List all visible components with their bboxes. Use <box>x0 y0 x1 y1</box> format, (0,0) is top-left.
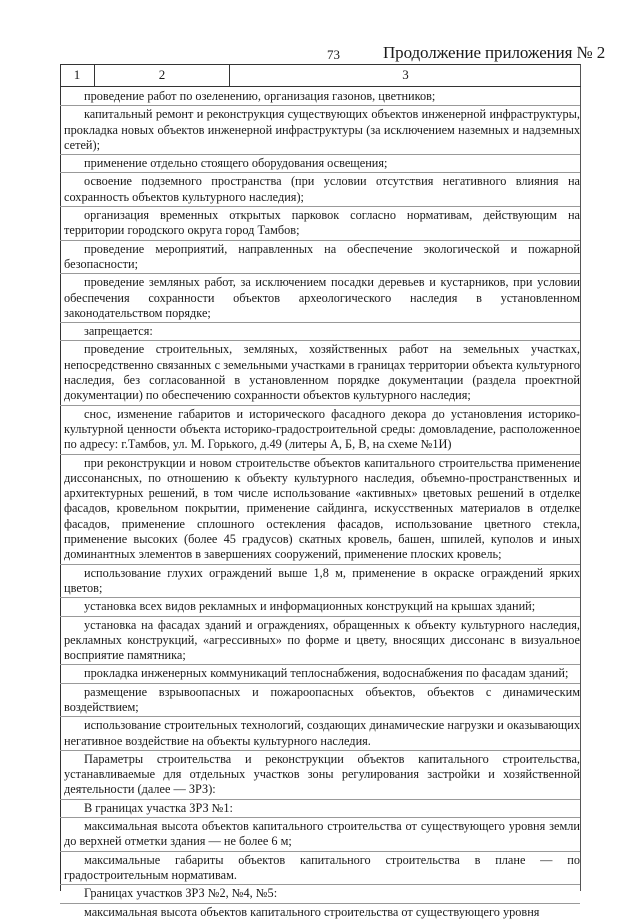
paragraph: при реконструкции и новом строительстве объектов капитального строительства применение диссонансных, по отношению к объекту культурного наследия, объемно-пространственных и архитектурных решений, в том числе использование «активных» цветовых решений в отделке фасадов, кровельном покрытии, применение сайдинга, искусственных материалов в отделке фасадов, применение сплошного остекления фасадов, использование цветного стекла, применение высоких (более 45 градусов) скатных кровель, башен, шпилей, куполов и иных доминантных элементов в завершениях сооружений, применение плоских кровель; <box>60 454 580 564</box>
column-header-1: 1 <box>60 64 95 87</box>
paragraph: максимальная высота объектов капитального строительства от существующего уровня земли до верхней отметки здания — не более 6 м; <box>60 817 580 851</box>
paragraph: запрещается: <box>60 322 580 340</box>
column-header-3: 3 <box>230 64 581 87</box>
paragraph: проведение мероприятий, направленных на обеспечение экологической и пожарной безопасности; <box>60 240 580 274</box>
paragraph: установка всех видов рекламных и информационных конструкций на крышах зданий; <box>60 597 580 615</box>
paragraph: освоение подземного пространства (при условии отсутствия негативного влияния на сохранность объектов культурного наследия); <box>60 172 580 206</box>
paragraph: организация временных открытых парковок согласно нормативам, действующим на территории городского округа город Тамбов; <box>60 206 580 240</box>
paragraph: использование глухих ограждений выше 1,8 м, применение в окраске ограждений ярких цветов; <box>60 564 580 598</box>
paragraph: размещение взрывоопасных и пожароопасных объектов, объектов с динамическим воздействием; <box>60 683 580 717</box>
paragraph: максимальная высота объектов капитального строительства от существующего уровня <box>60 903 580 921</box>
paragraph: использование строительных технологий, создающих динамические нагрузки и оказывающих негативное воздействие на объекты культурного наследия. <box>60 716 580 750</box>
paragraph: проведение работ по озеленению, организация газонов, цветников; <box>84 89 436 103</box>
paragraph: прокладка инженерных коммуникаций теплоснабжения, водоснабжения по фасадам зданий; <box>60 664 580 682</box>
paragraph: капитальный ремонт и реконструкция существующих объектов инженерной инфраструктуры, прокладка новых объектов инженерной инфраструктуры (за исключением наземных и надземных сетей); <box>60 105 580 154</box>
appendix-label: Продолжение приложения № 2 <box>383 43 606 62</box>
paragraph: максимальные габариты объектов капитального строительства в плане — по градостроительным нормативам. <box>60 851 580 885</box>
page-number: 73 <box>327 47 340 62</box>
column-header-2: 2 <box>95 64 230 87</box>
paragraph: Параметры строительства и реконструкции объектов капитального строительства, устанавливаемые для отдельных участков зоны регулирования застройки и хозяйственной деятельности (далее — ЗРЗ): <box>60 750 580 799</box>
paragraph: снос, изменение габаритов и исторического фасадного декора до установления историко-культурной ценности объекта историко-градостроительной среды: домовладение, расположенное по адресу: г.Тамбов, ул. М. Горького, д.49 (литеры А, Б, В, на схеме №1И) <box>60 405 580 454</box>
paragraph: проведение строительных, земляных, хозяйственных работ на земельных участках, непосредственно связанных с земельными участками в границах территории объекта культурного наследия, без согласованной в установленном порядке документации (раздела проектной документации) по обеспечению сохранности объектов культурного наследия; <box>60 340 580 404</box>
table-body-text <box>64 88 580 921</box>
paragraph: применение отдельно стоящего оборудования освещения; <box>60 154 580 172</box>
paragraph: проведение земляных работ, за исключением посадки деревьев и кустарников, при условии обеспечения сохранности объектов археологического наследия в установленном законодательством порядке; <box>60 273 580 322</box>
paragraph: Границах участков ЗРЗ №2, №4, №5: <box>60 884 580 902</box>
paragraph: установка на фасадах зданий и ограждениях, обращенных к объекту культурного наследия, рекламных конструкций, «агрессивных» по форме и цвету, вносящих диссонанс в визуальное восприятие памятника; <box>60 616 580 665</box>
paragraph: В границах участка ЗРЗ №1: <box>60 799 580 817</box>
